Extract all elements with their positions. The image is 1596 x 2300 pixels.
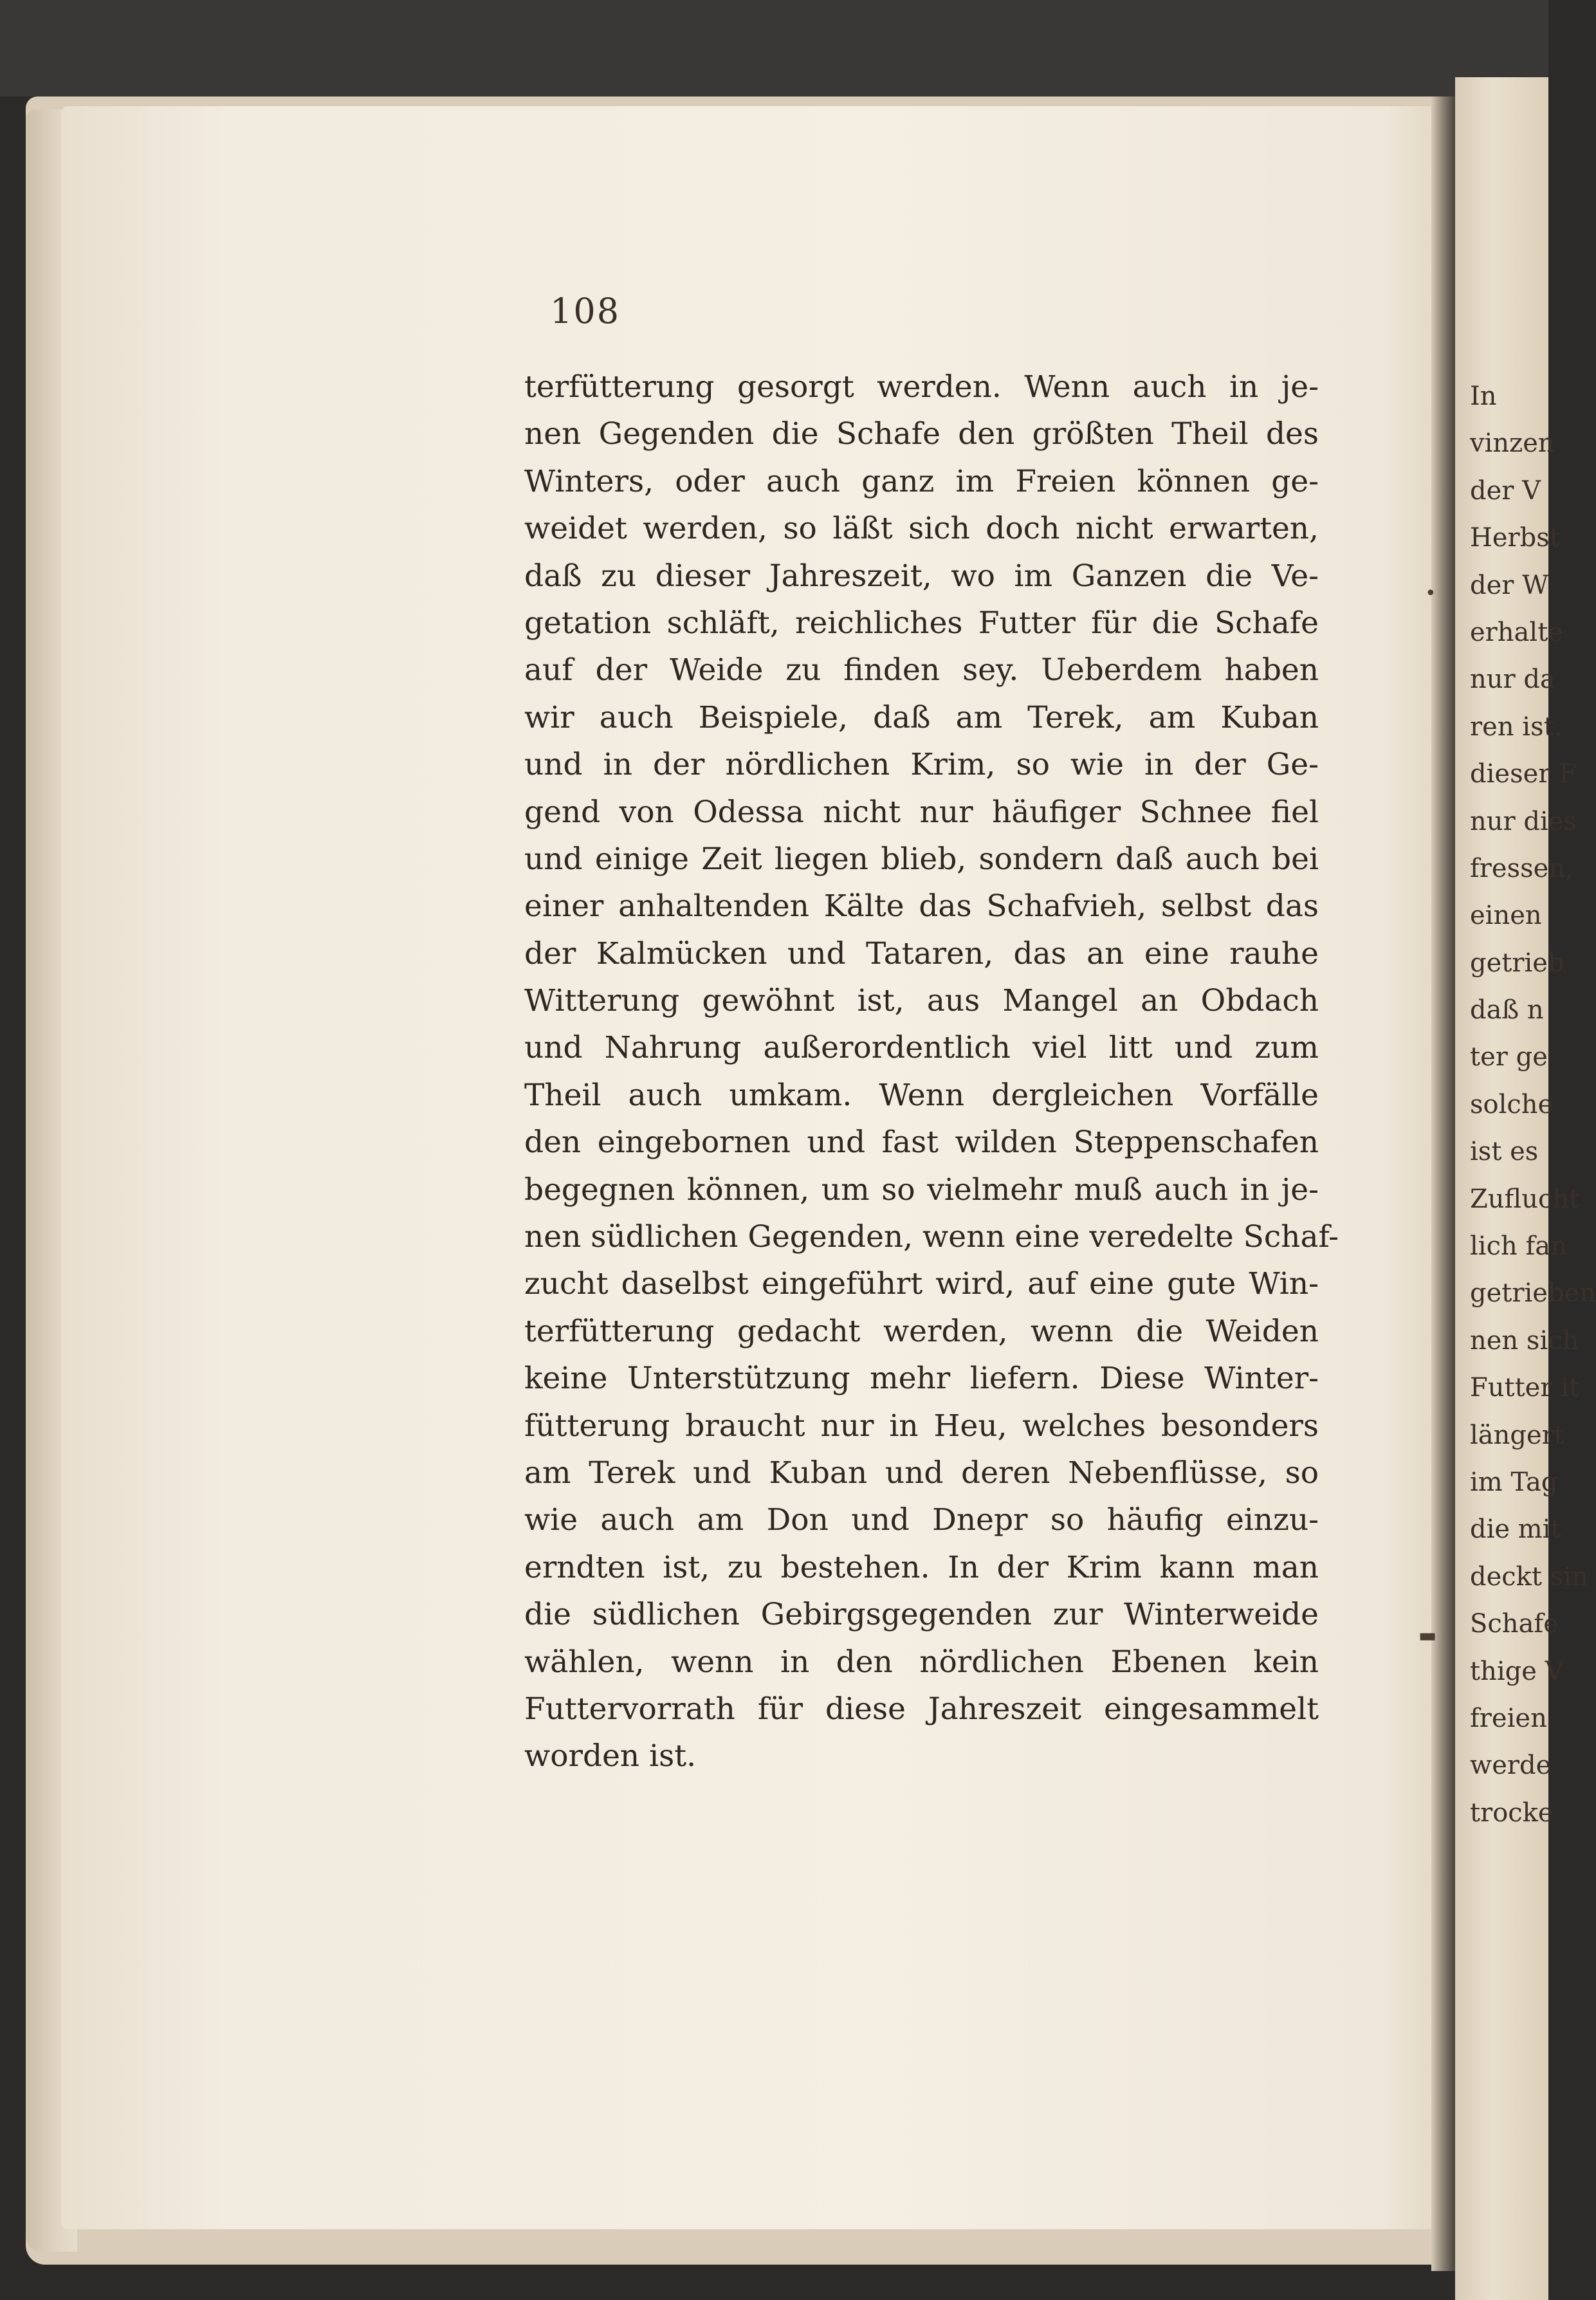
text-line: erndten ist, zu bestehen. In der Krim kann man [524, 1549, 1319, 1585]
text-line: begegnen können, um so vielmehr muß auch in je- [524, 1172, 1319, 1208]
text-line: Futtervorrath für diese Jahreszeit eingesammelt [524, 1691, 1319, 1727]
next-page-fragment: der V [1470, 475, 1541, 506]
ink-mark: • [1425, 582, 1436, 605]
next-page-fragment: In [1470, 382, 1497, 411]
next-page-fragment: Herbst [1470, 523, 1560, 553]
next-page-fragment: getrieb [1470, 948, 1564, 978]
text-line: terfütterung gesorgt werden. Wenn auch in je- [524, 369, 1319, 405]
text-line: Theil auch umkam. Wenn dergleichen Vorfälle [524, 1077, 1319, 1113]
text-line: keine Unterstützung mehr liefern. Diese Winter- [524, 1361, 1319, 1397]
body-text [524, 363, 1339, 1780]
text-line: worden ist. [524, 1738, 697, 1774]
next-page-fragment: im Tag [1470, 1467, 1558, 1497]
next-page-fragment: Zuflucht [1470, 1184, 1580, 1214]
text-line: am Terek und Kuban und deren Nebenflüsse, so [524, 1455, 1319, 1491]
next-page-fragment: freien [1470, 1703, 1547, 1733]
text-line: weidet werden, so läßt sich doch nicht erwarten, [524, 511, 1319, 547]
next-page-fragment: thige V [1470, 1656, 1564, 1686]
next-page-fragment: einen [1470, 901, 1542, 931]
text-line: und in der nördlichen Krim, so wie in der Ge- [524, 747, 1319, 783]
next-page-fragment: ter ge [1470, 1042, 1548, 1072]
text-line: nen südlichen Gegenden, wenn eine veredelte Schaf- [524, 1219, 1339, 1255]
text-line: zucht daselbst eingeführt wird, auf eine gute Win- [524, 1266, 1319, 1302]
next-page-fragment: Schafe [1470, 1609, 1559, 1639]
text-line: die südlichen Gebirgsgegenden zur Winterweide [524, 1597, 1319, 1633]
next-page-fragment: solche [1470, 1089, 1554, 1119]
next-page-fragment: getrieben [1470, 1278, 1596, 1309]
next-page-fragment: nen sich [1470, 1325, 1579, 1356]
text-line: terfütterung gedacht werden, wenn die Weiden [524, 1313, 1319, 1349]
next-page-fragment: daß n [1470, 995, 1544, 1026]
next-page-fragment: deckt sin [1470, 1561, 1588, 1592]
text-line: getation schläft, reichliches Futter für die Schafe [524, 605, 1319, 641]
text-line: fütterung braucht nur in Heu, welches besonders [524, 1408, 1319, 1444]
text-line: nen Gegenden die Schafe den größten Theil des [524, 416, 1319, 452]
text-line: daß zu dieser Jahreszeit, wo im Ganzen die Ve- [524, 558, 1319, 594]
text-line: Witterung gewöhnt ist, aus Mangel an Obdach [524, 983, 1319, 1019]
next-page-fragment: der W [1470, 570, 1549, 600]
next-page-fragment: längert [1470, 1420, 1564, 1450]
ink-mark: ▬ [1418, 1624, 1437, 1647]
text-line: auf der Weide zu finden sey. Ueberdem haben [524, 652, 1319, 688]
next-page-fragment: die mit [1470, 1514, 1561, 1545]
text-line: wie auch am Don und Dnepr so häufig einzu- [524, 1502, 1319, 1538]
text-line: einer anhaltenden Kälte das Schafvieh, selbst das [524, 888, 1319, 925]
next-page-fragment: ren ist. [1470, 712, 1563, 742]
next-page-fragment: nur dies [1470, 806, 1577, 836]
next-page-fragment: werde [1470, 1751, 1552, 1781]
next-page-fragment: erhalte [1470, 617, 1563, 647]
text-line: wir auch Beispiele, daß am Terek, am Kuban [524, 699, 1319, 735]
next-page-fragment: lich fan [1470, 1231, 1567, 1262]
book-gutter [1431, 97, 1457, 2271]
text-line: und einige Zeit liegen blieb, sondern daß auch bei [524, 841, 1319, 877]
text-line: gend von Odessa nicht nur häufiger Schnee fiel [524, 794, 1319, 830]
text-line: den eingebornen und fast wilden Steppenschafen [524, 1125, 1319, 1161]
next-page-fragment: vinzen [1470, 428, 1555, 459]
text-line: wählen, wenn in den nördlichen Ebenen kein [524, 1644, 1319, 1680]
next-page-fragment: Futter it [1470, 1373, 1580, 1403]
text-line: der Kalmücken und Tataren, das an eine rauhe [524, 935, 1319, 971]
text-line: Winters, oder auch ganz im Freien können ge- [524, 463, 1319, 499]
next-page-fragment: fressen, [1470, 853, 1573, 883]
next-page-fragment: ist es [1470, 1137, 1539, 1167]
next-page-fragment: trocke [1470, 1798, 1554, 1828]
page-number: 108 [550, 291, 621, 331]
next-page-fragment: dieser F [1470, 759, 1577, 789]
text-line: und Nahrung außerordentlich viel litt und zum [524, 1030, 1319, 1066]
next-page-fragment: nur da [1470, 665, 1555, 695]
next-page-text [1470, 373, 1596, 1837]
scan-background [0, 0, 1548, 97]
